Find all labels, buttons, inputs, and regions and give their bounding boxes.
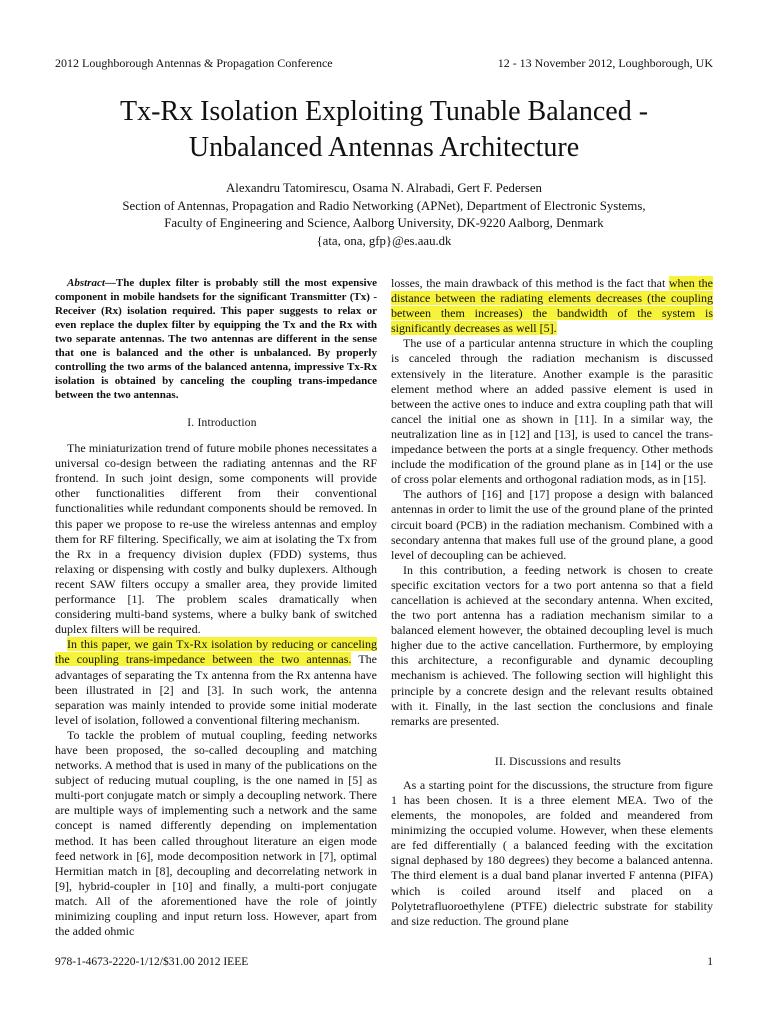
intro-paragraph-2 — [55, 637, 377, 728]
right-paragraph-2: The use of a particular antenna structure in which the coupling is canceled through the radiation mechanism is discussed extensively in the literature. Another example is the parasitic element method where an added passive element is used in between the active ones to induce and extra coupling path that will cancel the initial one as shown in [11]. In a similar way, the neutralization line as in [12] and [13], is used to cancel the trans-impedance between the ports at a single frequency. Other methods include the modification of the ground plane as in [14] or the use of cross polar elements and orthogonal radiation mods, as in [15]. — [391, 336, 713, 487]
section-heading-introduction: I. Introduction — [187, 417, 257, 429]
right-paragraph-4: In this contribution, a feeding network is chosen to create specific excitation vectors for a two port antenna so that a field cancellation is achieved at the secondary antenna. When excited, the two port antenna has a radiation mechanism similar to a balanced element however, the obtained decoupling level is much higher due to the active cancellation. Furthermore, by employing this architecture, a reconfigurable and dynamic decoupling mechanism is achieved. The following section will highlight this principle by a concrete design and the relevant results obtained with it. Finally, in the last section the conclusions and finale remarks are presented. — [391, 562, 713, 728]
affiliation-line-1: Section of Antennas, Propagation and Radio Networking (APNet), Department of Electronic Systems, — [122, 198, 646, 213]
right-paragraph-1 — [391, 276, 713, 336]
left-column — [55, 276, 377, 939]
author-emails: {ata, ona, gfp}@es.aau.dk — [316, 233, 452, 248]
intro-paragraph-1: The miniaturization trend of future mobile phones necessitates a universal co-design between the radiating antennas and the RF frontend. In such joint design, some components will provide other functionalities different from their conventional functionalities while redundant components should be removed. In this paper we propose to re-use the wireless antennas and employ them for RF filtering. Specifically, we aim at isolating the Tx from the Rx in a frequency division duplex (FDD) systems, thus relaxing or dispensing with costly and bulky duplexers. Although recent SAW filters occupy a smaller area, they provide limited performance [1]. The problem scales dramatically when considering multi-band systems, where a bulky bank of switched duplex filters will be required. — [55, 441, 377, 637]
right-paragraph-3: The authors of [16] and [17] propose a design with balanced antennas in order to limit the use of the ground plane of the printed circuit board (PCB) in the radiation mechanism. Combined with a secondary antenna that makes full use of the ground plane, a good level of decoupling can be achieved. — [391, 487, 713, 562]
intro-paragraph-3: To tackle the problem of mutual coupling, feeding networks have been proposed, the so-called decoupling and matching networks. A method that is used in many of the publications on the subject of reducing mutual coupling, is the one named in [5] as multi-port conjugate match or simply a decoupling network. There are multiple ways of implementing such a network and the same concept is named differently depending on implementation method. It has been called throughout literature an eigen mode feed network in [6], mode decomposition network in [7], optimal Hermitian match in [8], decoupling and decorrelating network in [9], hybrid-coupler in [10] and finally, a multi-port conjugate match. All of the aforementioned have the role of jointly minimizing coupling and input return loss. However, apart from the added ohmic — [55, 727, 377, 939]
abstract-lead: Abstract — [67, 277, 105, 289]
author-names: Alexandru Tatomirescu, Osama N. Alrabadi, Gert F. Pedersen — [226, 181, 542, 195]
title-line-1: Tx-Rx Isolation Exploiting Tunable Balanced - — [119, 96, 649, 127]
intro-paragraph-2-rest: The advantages of separating the Tx antenna from the Rx antenna have been illustrated in [2] and [3]. In such work, the antenna separation was mainly intended to provide some initial moderate level of isolation, followed a conventional filtering mechanism. — [55, 652, 377, 727]
title-line-2: Unbalanced Antennas Architecture — [188, 132, 580, 163]
right-paragraph-1-start: losses, the main drawback of this method is the fact that — [391, 276, 669, 290]
abstract-text: —The duplex filter is probably still the most expensive component in mobile handsets for the significant Transmitter (Tx) - Receiver (Rx) isolation required. This paper suggests to relax or even replace the duplex filter by equipping the Tx and the Rx with two separate antennas. The two antennas are different in the sense that one is balanced and the other is unbalanced. By properly controlling the two arms of the balanced antenna, impressive Tx-Rx isolation is obtained by canceling the coupling trans-impedance between the two antennas. — [55, 277, 377, 401]
paper-title — [40, 94, 728, 166]
right-column — [391, 276, 713, 929]
abstract — [55, 276, 377, 402]
section-heading-results: II. Discussions and results — [494, 755, 622, 768]
highlighted-text-2: when the distance between the radiating elements decreases (the coupling between them increases) the bandwidth of the system is significantly decreases as well [5]. — [391, 276, 713, 336]
highlighted-text: In this paper, we gain Tx-Rx isolation by reducing or canceling the coupling trans-impedance between the two antennas. — [55, 637, 377, 667]
results-paragraph-1: As a starting point for the discussions, the structure from figure 1 has been chosen. It is a three element MEA. Two of the elements, the monopoles, are folded and meandered from minimizing the occupied volume. However, when these elements are fed differentially ( a balanced feeding with the excitation signal dephased by 180 degrees) they become a balanced antenna. The third element is a dual band planar inverted F antenna (PIFA) which is coiled around itself and placed on a Polytetrafluoroethylene (PTFE) dielectric substrate for stability and size reduction. The ground plane — [391, 777, 713, 928]
conference-date: 12 - 13 November 2012, Loughborough, UK — [497, 56, 713, 70]
author-block — [40, 180, 728, 250]
conference-name: 2012 Loughborough Antennas & Propagation Conference — [55, 56, 333, 70]
footer-isbn: 978-1-4673-2220-1/12/$31.00 2012 IEEE — [55, 956, 249, 968]
running-header — [55, 56, 713, 70]
page-number: 1 — [707, 956, 713, 968]
affiliation-line-2: Faculty of Engineering and Science, Aalborg University, DK-9220 Aalborg, Denmark — [164, 216, 604, 230]
